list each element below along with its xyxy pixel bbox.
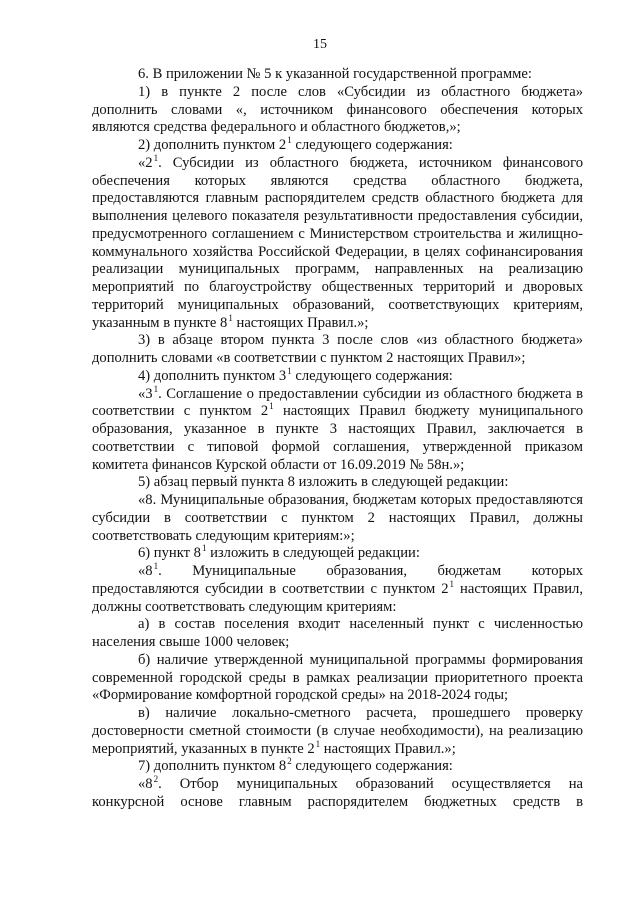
text-run: следующего содержания: [291, 758, 453, 775]
superscript-index: 1 [269, 401, 274, 412]
paragraph [92, 545, 583, 563]
text-run: 2) дополнить пунктом 2 [138, 137, 287, 153]
text-run: «2 [138, 154, 153, 171]
text-run: . Муниципальные образования, бюджетам которых предоставляются субсидии в соответствии с пунктом 2 [92, 563, 583, 597]
text-run: 5) абзац первый пункта 8 изложить в следующей редакции: [138, 474, 509, 491]
paragraph [92, 84, 583, 137]
text-run: 3) в абзаце втором пункта 3 после слов «из областного бюджета» дополнить словами «в соответствии с пунктом 2 настоящих Правил»; [92, 332, 583, 366]
paragraph [92, 66, 583, 84]
text-run: следующего содержания: [291, 137, 453, 153]
text-run: 7) дополнить пунктом 8 [138, 758, 287, 775]
paragraph [92, 365, 583, 386]
paragraph [92, 383, 583, 475]
superscript-index: 1 [449, 578, 455, 589]
page-number: 15 [313, 37, 327, 52]
text-run: 6. В приложении № 5 к указанной государственной программе: [138, 66, 532, 82]
text-run: 1) в пункте 2 после слов «Субсидии из областного бюджета» дополнить словами «, источником финансового обеспечения которых являются средства федерального и областного бюджетов,»; [92, 83, 583, 136]
paragraph [92, 563, 583, 616]
paragraph [92, 705, 583, 758]
text-run: следующего содержания: [291, 367, 453, 384]
text-run: «8. Муниципальные образования, бюджетам которых предоставляются субсидии в соответствии с пунктом 2 настоящих Правил, должны соответствовать следующим критериям:»; [92, 492, 583, 544]
superscript-index: 1 [153, 561, 159, 571]
paragraph [92, 332, 583, 368]
text-run: изложить в следующей редакции: [206, 545, 420, 562]
text-run: . Соглашение о предоставлении субсидии из областного бюджета в соответствии с пунктом 2 [92, 385, 583, 420]
text-run: «8 [138, 776, 153, 792]
document-body [92, 66, 583, 812]
paragraph [92, 152, 583, 333]
text-run: «3 [138, 385, 153, 402]
paragraph [92, 492, 583, 545]
text-run: настоящих Правил бюджету муниципального образования, указанное в пункте 3 настоящих Правил, заключается в соответствии с типовой формой соглашения, утвержденной приказом комитета финансов Курской области от 16.09.2019 № 58н.»; [92, 403, 583, 473]
paragraph [92, 474, 583, 492]
text-run: «8 [138, 563, 153, 579]
text-run: а) в состав поселения входит населенный пункт с численностью населения свыше 1000 человек; [92, 616, 583, 650]
text-run: б) наличие утвержденной муниципальной программы формирования современной городской среды в рамках реализации приоритетного проекта «Формирование комфортной городской среды» на 2018-2024 годы; [92, 651, 583, 704]
superscript-index: 1 [315, 738, 321, 749]
superscript-index: 2 [287, 756, 292, 767]
superscript-index: 1 [228, 312, 233, 323]
text-run: в) наличие локально-сметного расчета, прошедшего проверку достоверности сметной стоимости (в случае необходимости), на реализацию мероприятий, указанных в пункте 2 [92, 705, 583, 757]
paragraph [92, 616, 583, 652]
text-run: 6) пункт 8 [138, 545, 201, 562]
superscript-index: 1 [287, 135, 292, 145]
text-run: 4) дополнить пунктом 3 [138, 367, 287, 384]
superscript-index: 1 [153, 152, 159, 163]
text-run: . Отбор муниципальных образований осуществляется на конкурсной основе главным распорядителем бюджетных средств в [92, 776, 583, 810]
text-run: . Субсидии из областного бюджета, источником финансового обеспечения которых являются средства областного бюджета, предоставляются главным распорядителем средств областного бюджета для выполнения целевого показателя результативности предоставления субсидии, предусмотренного соглашением с Министерством строительства и жилищно-коммунального хозяйства Российской Федерации, в целях софинансирования реализации муниципальных программ, направленных на реализацию мероприятий по благоустройству общественных территорий и дворовых территорий муниципальных образований, соответствующих критериям, указанным в пункте 8 [92, 154, 583, 331]
superscript-index: 1 [153, 383, 159, 394]
text-run: настоящих Правил.»; [320, 740, 456, 757]
text-run: настоящих Правил.»; [232, 314, 369, 331]
paragraph [92, 137, 583, 155]
paragraph [92, 776, 583, 812]
superscript-index: 1 [201, 543, 207, 554]
paragraph [92, 758, 583, 776]
superscript-index: 2 [153, 774, 159, 784]
superscript-index: 1 [287, 365, 292, 376]
paragraph [92, 652, 583, 705]
text-run: настоящих Правил, должны соответствовать следующим критериям: [92, 580, 583, 615]
